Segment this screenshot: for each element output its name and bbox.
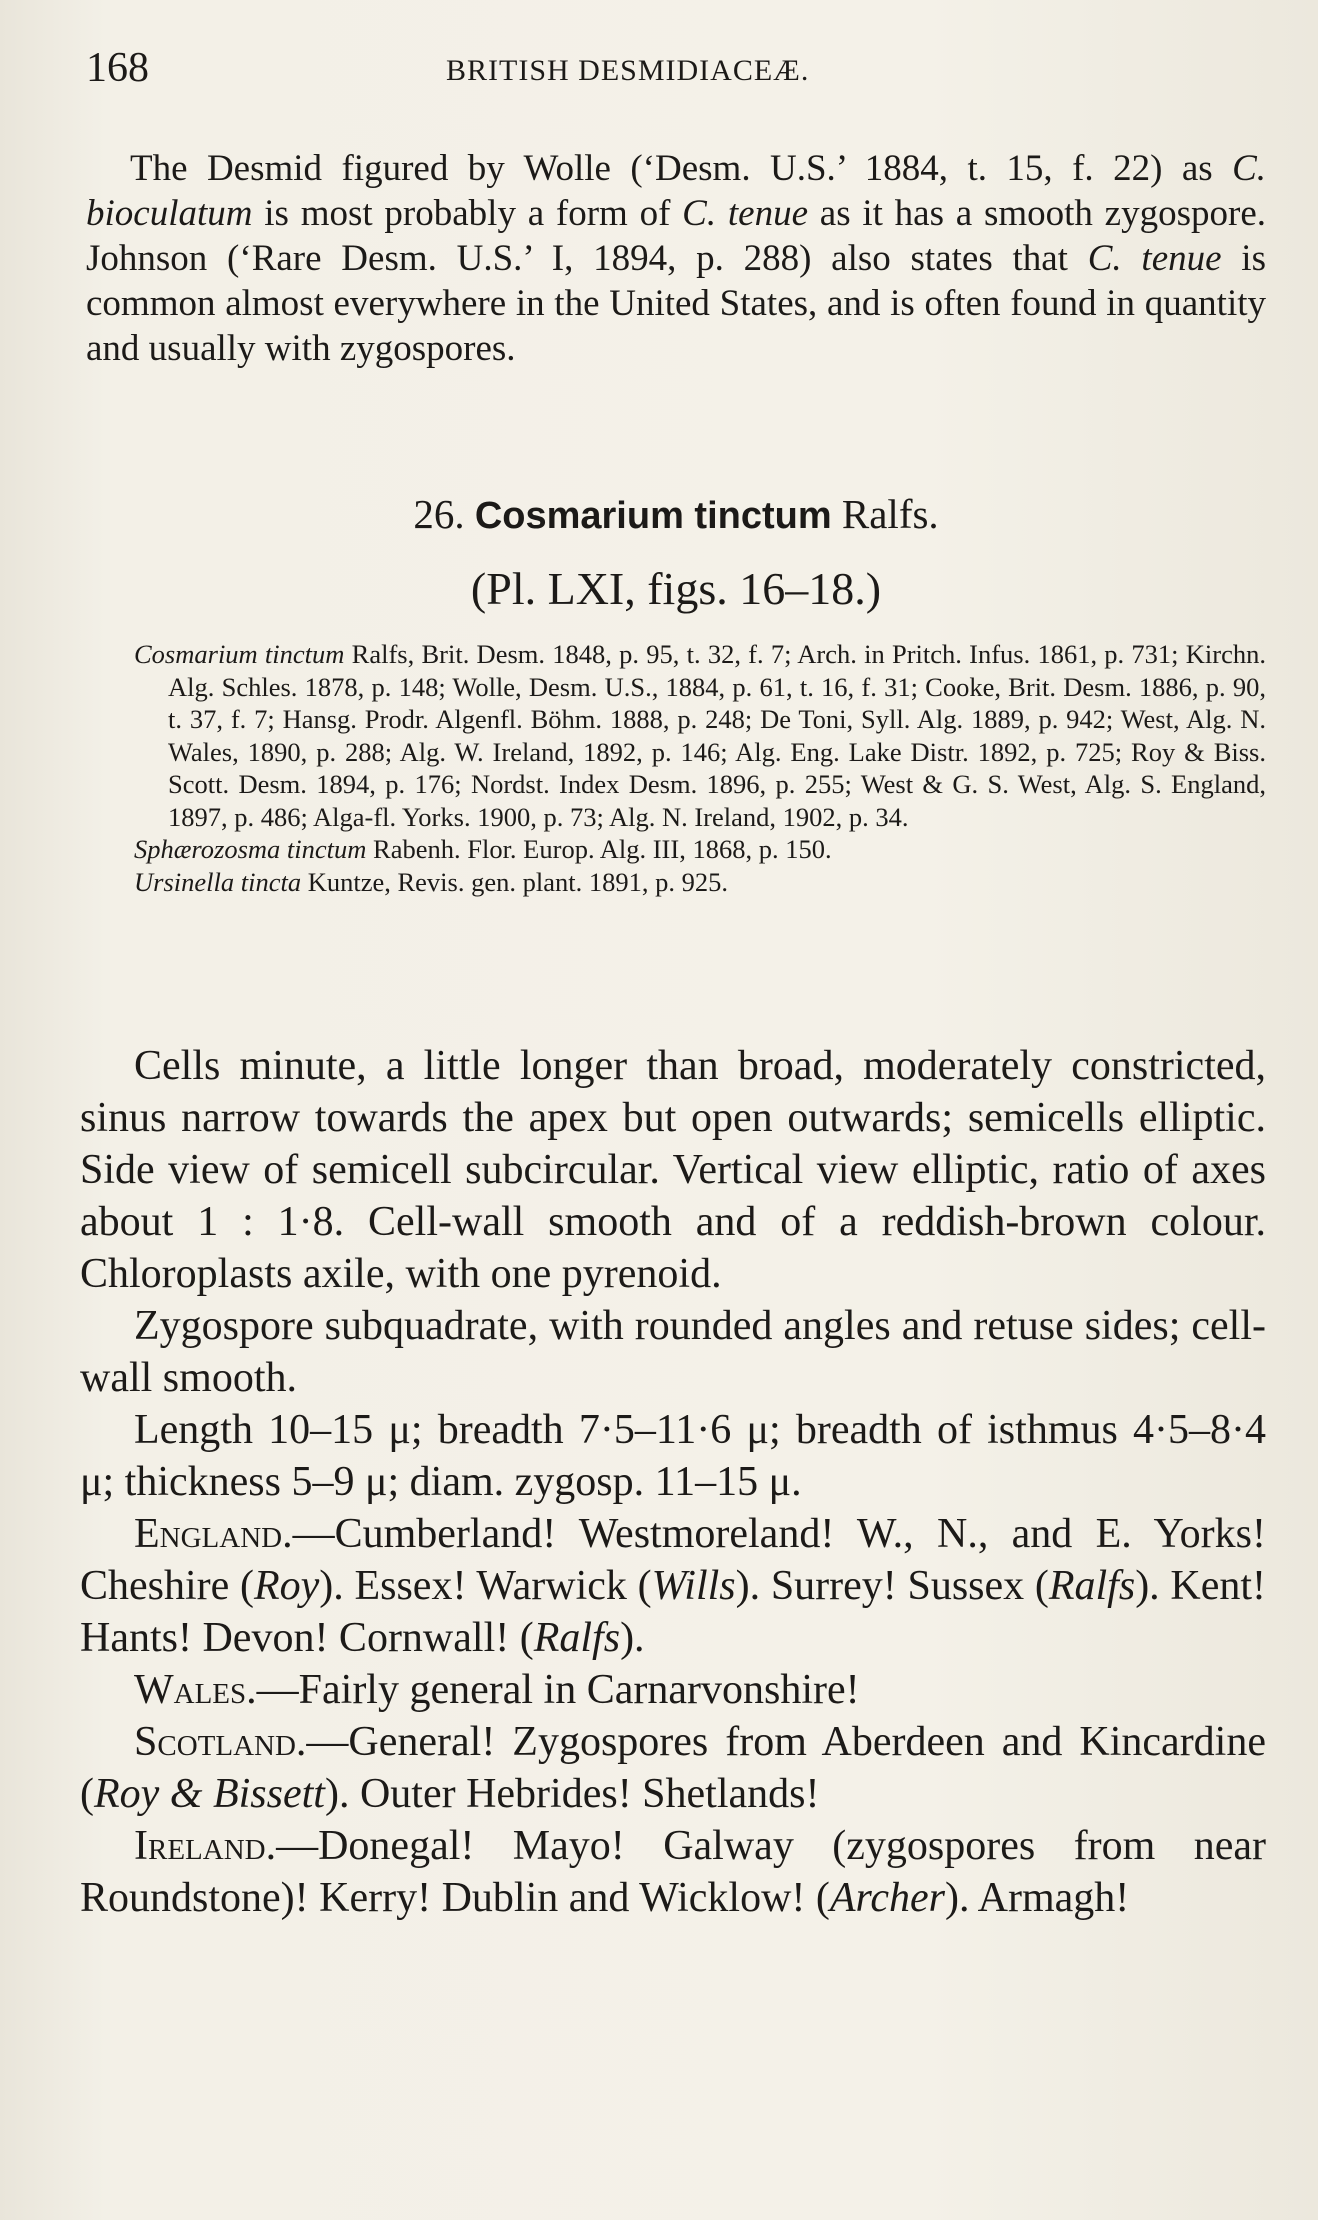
distribution-text: ). Surrey! Sussex (: [735, 1563, 1049, 1609]
collector-name: Wills: [651, 1563, 736, 1609]
species-name: Cosmarium tinctum: [474, 495, 832, 537]
synonym-citation: Kuntze, Revis. gen. plant. 1891, p. 925.: [301, 866, 728, 897]
distribution-ireland: [80, 1820, 1266, 1924]
distribution-scotland: [80, 1716, 1266, 1820]
intro-text-part: as it has a smooth zygospore. Johnson (‘Rare Desm. U.S.’ I, 1894, p. 288) also states that: [86, 193, 1266, 279]
collector-name: Ralfs: [533, 1615, 621, 1661]
species-heading: [86, 490, 1266, 538]
region-label: Scotland.: [134, 1719, 307, 1765]
region-label: England.: [134, 1511, 293, 1557]
synonym-name: Cosmarium tinctum: [134, 639, 345, 669]
intro-text-part: is common almost everywhere in the United States, and is often found in quantity and usually with zygospores.: [86, 238, 1266, 369]
synonym-name: Sphærozosma tinctum: [134, 834, 367, 864]
cell-description: Cells minute, a little longer than broad, moderately constricted, sinus narrow towards the apex but open outwards; semicells elliptic. Side view of semicell subcircular. Vertical view elliptic, ratio of axes about 1 : 1·8. Cell-wall smooth and of a reddish-brown colour. Chloroplasts axile, with one pyrenoid.: [80, 1043, 1266, 1297]
region-label: Ireland.: [134, 1823, 277, 1869]
synonymy-list: [134, 638, 1266, 898]
synonymy-entry: [134, 833, 1266, 866]
distribution-text: —Cumberland! Westmoreland! W., N., and E. Yorks! Cheshire (: [80, 1511, 1266, 1609]
collector-name: Ralfs: [1048, 1563, 1136, 1609]
intro-taxon: C. tenue: [1087, 238, 1222, 279]
collector-name: Roy: [253, 1563, 320, 1609]
species-number: 26.: [413, 491, 465, 537]
synonym-name: Ursinella tincta: [134, 866, 302, 897]
intro-paragraph: [86, 146, 1266, 371]
intro-taxon: C. bioculatum: [86, 148, 1266, 234]
synonym-citation: Rabenh. Flor. Europ. Alg. III, 1868, p. 150.: [366, 834, 832, 864]
region-label: Wales.: [134, 1667, 257, 1713]
plate-reference: (Pl. LXI, figs. 16–18.): [470, 563, 882, 614]
distribution-text: ). Essex! Warwick (: [319, 1563, 652, 1609]
distribution-text: ).: [620, 1615, 645, 1661]
species-description: [80, 1040, 1266, 1924]
distribution-text: —Fairly general in Carnarvonshire!: [256, 1667, 860, 1713]
synonymy-entry: [134, 866, 1266, 899]
distribution-text: —Donegal! Mayo! Galway (zygospores from near Roundstone)! Kerry! Dublin and Wicklow! (: [80, 1823, 1266, 1921]
zygospore-description: Zygospore subquadrate, with rounded angles and retuse sides; cell-wall smooth.: [80, 1303, 1266, 1401]
distribution-text: ). Outer Hebrides! Shetlands!: [324, 1771, 820, 1817]
page-header: [86, 44, 1266, 104]
distribution-text: —General! Zygospores from Aberdeen and Kincardine (: [80, 1719, 1266, 1817]
synonymy-entry: [134, 638, 1266, 833]
intro-text-part: The Desmid figured by Wolle (‘Desm. U.S.’ 1884, t. 15, f. 22) as: [130, 148, 1233, 189]
page-number: 168: [86, 45, 149, 91]
collector-name: Archer: [829, 1875, 945, 1921]
running-head: BRITISH DESMIDIACEÆ.: [446, 54, 810, 87]
measurements: Length 10–15 μ; breadth 7·5–11·6 μ; breadth of isthmus 4·5–8·4 μ; thickness 5–9 μ; diam. zygosp. 11–15 μ.: [80, 1407, 1266, 1505]
intro-text: [86, 146, 1266, 371]
distribution-text: ). Kent! Hants! Devon! Cornwall! (: [80, 1563, 1266, 1661]
synonym-citation: Ralfs, Brit. Desm. 1848, p. 95, t. 32, f. 7; Arch. in Pritch. Infus. 1861, p. 731; Kirchn. Alg. Schles. 1878, p. 148; Wolle, Desm. U.S., 1884, p. 61, t. 16, f. 31; Cooke, Brit. Desm. 1886, p. 90, t. 37, f. 7; Hansg. Prodr. Algenfl. Böhm. 1888, p. 248; De Toni, Syll. Alg. 1889, p. 942; West, Alg. N. Wales, 1890, p. 288; Alg. W. Ireland, 1892, p. 146; Alg. Eng. Lake Distr. 1892, p. 725; Roy & Biss. Scott. Desm. 1894, p. 176; Nordst. Index Desm. 1896, p. 255; West & G. S. West, Alg. S. England, 1897, p. 486; Alga-fl. Yorks. 1900, p. 73; Alg. N. Ireland, 1902, p. 34.: [168, 639, 1266, 832]
distribution-wales: [80, 1664, 1266, 1716]
distribution-text: ). Armagh!: [944, 1875, 1130, 1921]
collector-name: Roy & Bissett: [94, 1771, 325, 1817]
distribution-england: [80, 1508, 1266, 1664]
intro-text-part: is most probably a form of: [252, 193, 683, 234]
species-author: Ralfs.: [841, 491, 939, 537]
intro-taxon: C. tenue: [682, 193, 808, 234]
